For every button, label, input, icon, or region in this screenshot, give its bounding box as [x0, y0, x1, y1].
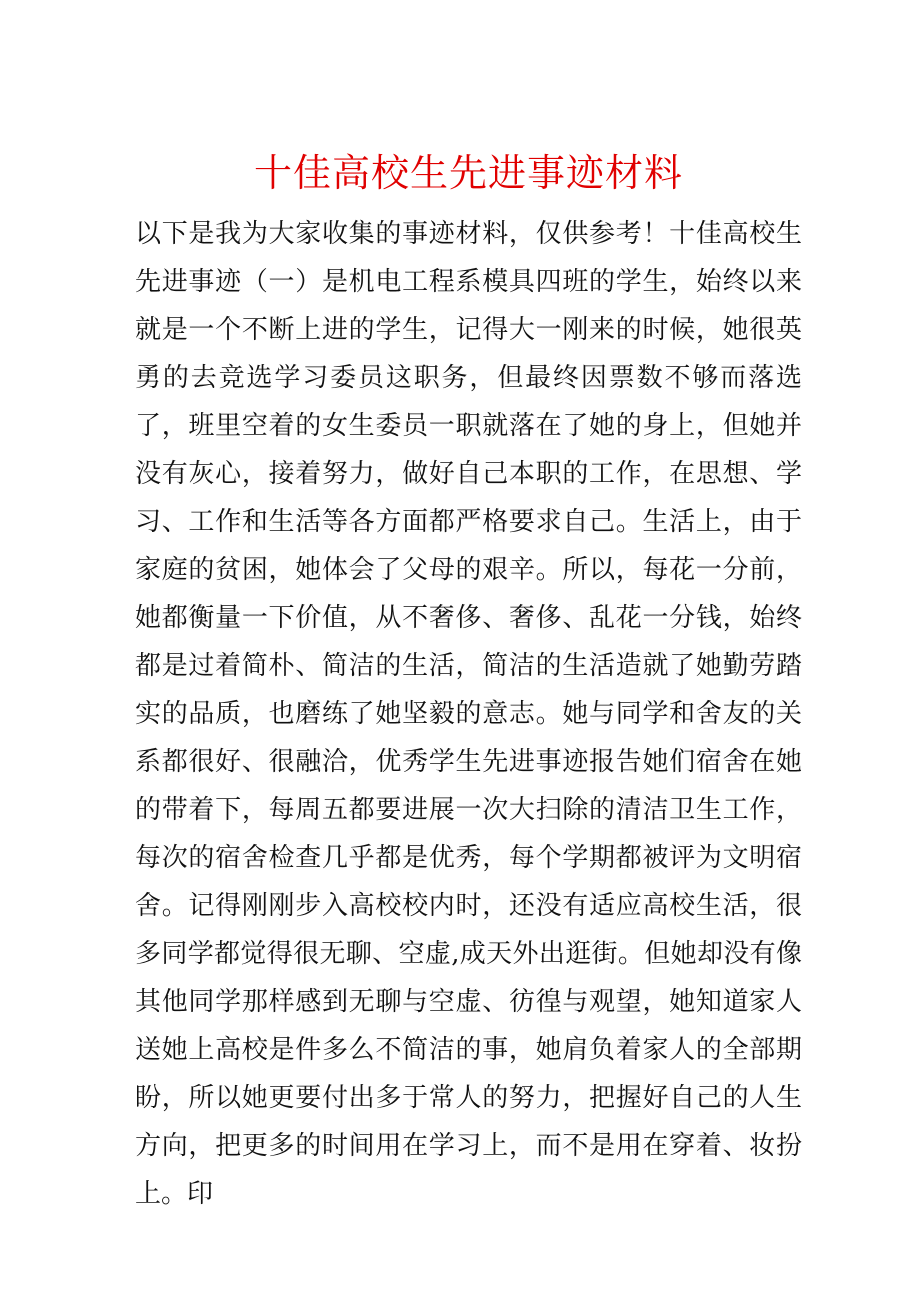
document-title: 十佳高校生先进事迹材料	[253, 151, 683, 195]
document-body-text: 以下是我为大家收集的事迹材料，仅供参考！十佳高校生先进事迹（一）是机电工程系模具四班的学生，始终以来就是一个不断上进的学生，记得大一刚来的时候，她很英勇的去竞选学习委员这职务，但最终因票数不够而落选了，班里空着的女生委员一职就落在了她的身上，但她并没有灰心，接着努力，做好自己本职的工作，在思想、学习、工作和生活等各方面都严格要求自己。生活上，由于家庭的贫困，她体会了父母的艰辛。所以，每花一分前，她都衡量一下价值，从不奢侈、奢侈、乱花一分钱，始终都是过着简朴、简洁的生活，简洁的生活造就了她勤劳踏实的品质，也磨练了她坚毅的意志。她与同学和舍友的关系都很好、很融洽，优秀学生先进事迹报告她们宿舍在她的带着下，每周五都要进展一次大扫除的清洁卫生工作，每次的宿舍检查几乎都是优秀，每个学期都被评为文明宿舍。记得刚刚步入高校校内时，还没有适应高校生活，很多同学都觉得很无聊、空虚,成天外出逛街。但她却没有像其他同学那样感到无聊与空虚、彷徨与观望，她知道家人送她上高校是件多么不简洁的事，她肩负着家人的全部期盼，所以她更要付出多于常人的努力，把握好自己的人生方向，把更多的时间用在学习上，而不是用在穿着、妆扮上。印	[135, 219, 802, 1209]
